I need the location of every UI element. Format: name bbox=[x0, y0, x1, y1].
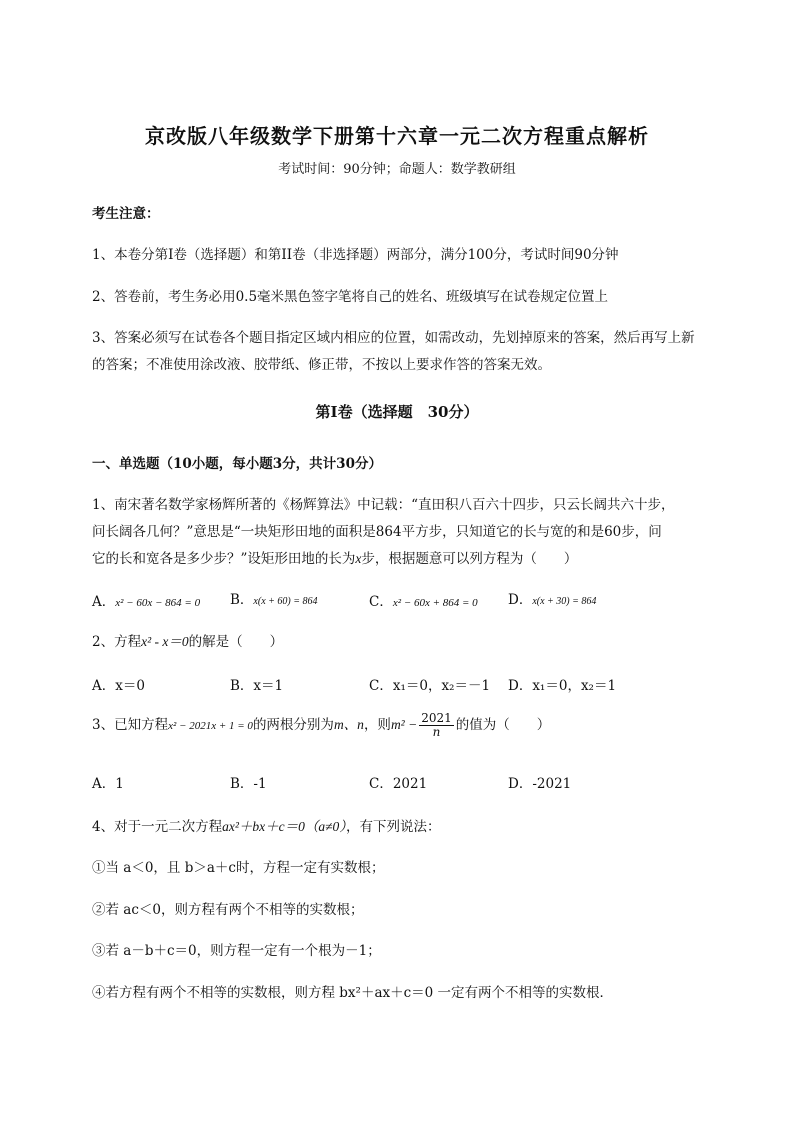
q2-suffix: 的解是（ ） bbox=[188, 634, 284, 650]
option-formula: x² − 60x + 864 = 0 bbox=[392, 597, 478, 609]
q2-option-b[interactable]: B．x＝1 bbox=[230, 678, 284, 694]
q1-option-a[interactable] bbox=[92, 590, 200, 610]
q4-equation: ax²＋bx＋c＝0（a≠0） bbox=[222, 819, 347, 834]
notice-item-1: 1、本卷分第I卷（选择题）和第II卷（非选择题）两部分，满分100分，考试时间90分钟 bbox=[92, 247, 619, 263]
document-title: 京改版八年级数学下册第十六章一元二次方程重点解析 bbox=[145, 124, 649, 148]
q1-line-1: 1、南宋著名数学家杨辉所著的《杨辉算法》中记载：“直田积八百六十四步，只云长阔共六十步， bbox=[92, 497, 675, 513]
q3-prefix: 3、已知方程 bbox=[92, 717, 169, 734]
option-formula: x(x + 30) = 864 bbox=[532, 596, 597, 607]
q2-prefix: 2、方程 bbox=[92, 634, 142, 650]
q3-equation: x² − 2021x + 1 = 0 bbox=[168, 720, 253, 733]
q2-stem bbox=[92, 630, 283, 650]
notice-item-2: 2、答卷前，考生务必用0.5毫米黑色签字笔将自己的姓名、班级填写在试卷规定位置上 bbox=[92, 289, 609, 305]
exam-info: 考试时间：90分钟；命题人：数学教研组 bbox=[278, 162, 516, 177]
part-heading: 一、单选题（10小题，每小题3分，共计30分） bbox=[92, 456, 382, 472]
q4-stem-prefix: 4、对于一元二次方程 bbox=[92, 819, 223, 835]
notice-item-3-line-2: 的答案；不准使用涂改液、胶带纸、修正带，不按以上要求作答的答案无效。 bbox=[92, 357, 551, 373]
q2-option-d[interactable]: D．x₁＝0，x₂＝1 bbox=[508, 678, 617, 694]
option-label: D． bbox=[508, 592, 533, 608]
q3-suffix: 的值为（ ） bbox=[455, 717, 551, 734]
q4-statement-4: ④若方程有两个不相等的实数根，则方程 bx²＋ax＋c＝0 一定有两个不相等的实数根． bbox=[92, 985, 614, 1001]
notice-item-3-line-1: 3、答案必须写在试卷各个题目指定区域内相应的位置，如需改动，先划掉原来的答案，然后再写上新 bbox=[92, 330, 695, 346]
q4-statement-2: ②若 ac＜0，则方程有两个不相等的实数根； bbox=[92, 902, 364, 918]
option-label: B． bbox=[230, 592, 254, 608]
q3-fraction bbox=[419, 712, 454, 739]
section-title: 第I卷（选择题 30分） bbox=[315, 403, 479, 421]
q3-vars: m、n bbox=[333, 717, 364, 733]
q2-option-a[interactable]: A．x＝0 bbox=[92, 678, 145, 694]
q4-statement-3: ③若 a－b＋c＝0，则方程一定有一个根为－1； bbox=[92, 943, 381, 959]
q3-option-c[interactable]: C．2021 bbox=[369, 776, 428, 792]
fraction-denominator: n bbox=[432, 725, 441, 740]
q4-stem bbox=[92, 815, 441, 835]
q1-option-c[interactable] bbox=[369, 590, 478, 610]
q3-then: ，则 bbox=[363, 717, 391, 734]
option-formula: x² − 60x − 864 = 0 bbox=[115, 597, 201, 609]
q3-expression: m² − bbox=[390, 717, 418, 733]
q1-line-3b: 步，根据题意可以列方程为（ ） bbox=[361, 551, 578, 567]
option-label: C． bbox=[369, 594, 393, 610]
q1-variable: x bbox=[355, 551, 362, 566]
q1-option-b[interactable] bbox=[230, 588, 317, 608]
notice-heading: 考生注意： bbox=[92, 206, 160, 222]
q3-stem bbox=[92, 712, 550, 739]
q4-statement-1: ①当 a＜0，且 b＞a＋c时，方程一定有实数根； bbox=[92, 860, 385, 876]
q1-line-3 bbox=[92, 547, 577, 567]
q3-option-b[interactable]: B．-1 bbox=[230, 776, 267, 792]
q2-option-c[interactable]: C．x₁＝0，x₂＝－1 bbox=[369, 678, 491, 694]
option-label: A． bbox=[92, 594, 116, 610]
q3-middle: 的两根分别为 bbox=[252, 717, 334, 734]
q4-stem-suffix: ，有下列说法： bbox=[346, 819, 441, 835]
q3-option-d[interactable]: D．-2021 bbox=[508, 776, 572, 792]
q1-line-3a: 它的长和宽各是多少步？”设矩形田地的长为 bbox=[92, 551, 356, 567]
q1-option-d[interactable] bbox=[508, 588, 596, 608]
q2-equation: x² - x＝0 bbox=[141, 634, 189, 649]
option-formula: x(x + 60) = 864 bbox=[253, 596, 318, 607]
q3-option-a[interactable]: A．1 bbox=[92, 776, 124, 792]
q1-line-2: 问长阔各几何？”意思是“一块矩形田地的面积是864平方步，只知道它的长与宽的和是60步，问 bbox=[92, 524, 662, 540]
fraction-numerator: 2021 bbox=[421, 711, 452, 725]
